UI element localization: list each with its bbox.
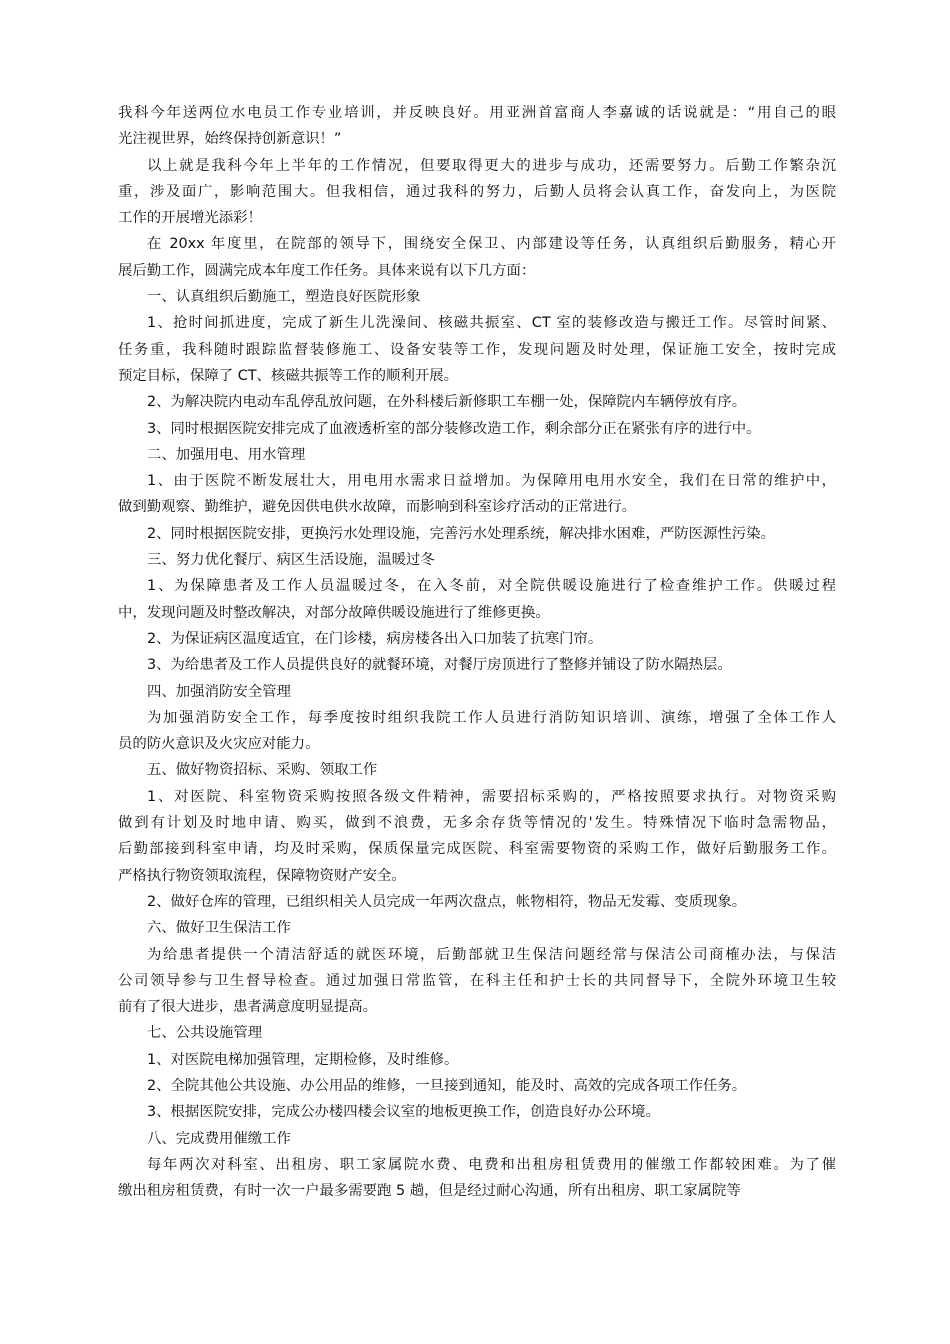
section-heading: 八、完成费用催缴工作 — [147, 1130, 291, 1147]
text-line: 我科今年送两位水电员工作专业培训，并反映良好。用亚洲首富商人李嘉诚的话说就是：“用自己的眼 — [118, 105, 836, 121]
text-line: 3、同时根据医院安排完成了血液透析室的部分装修改造工作，剩余部分正在紧张有序的进行中。 — [147, 420, 761, 437]
text-line: 严格执行物资领取流程，保障物资财产安全。 — [118, 867, 406, 884]
section-heading: 一、认真组织后勤施工，塑造良好医院形象 — [147, 289, 421, 306]
text-line: 展后勤工作，圆满完成本年度工作任务。具体来说有以下几方面： — [118, 262, 536, 279]
text-line: 为给患者提供一个清洁舒适的就医环境，后勤部就卫生保洁问题经常与保洁公司商榷办法，与保洁 — [147, 946, 836, 963]
section-heading: 三、努力优化餐厅、病区生活设施，温暖过冬 — [147, 552, 435, 569]
text-line: 任务重，我科随时跟踪监督装修施工、设备安装等工作，发现问题及时处理，保证施工安全，按时完成 — [118, 341, 836, 358]
text-line: 2、同时根据医院安排，更换污水处理设施，完善污水处理系统，解决排水困难，严防医源性污染。 — [147, 525, 775, 542]
text-line: 为加强消防安全工作，每季度按时组织我院工作人员进行消防知识培训、演练，增强了全体工作人 — [147, 709, 836, 726]
text-line: 后勤部接到科室申请，均及时采购，保质保量完成医院、科室需要物资的采购工作，做好后勤服务工作。 — [118, 841, 836, 858]
text-line: 员的防火意识及火灾应对能力。 — [118, 736, 320, 753]
text-line: 在 20xx 年度里，在院部的领导下，围绕安全保卫、内部建设等任务，认真组织后勤服务，精心开 — [147, 236, 836, 253]
text-line: 重，涉及面广，影响范围大。但我相信，通过我科的努力，后勤人员将会认真工作，奋发向上，为医院 — [118, 183, 836, 200]
text-line: 做到有计划及时地申请、购买，做到不浪费，无多余存货等情况的'发生。特殊情况下临时急需物品， — [118, 815, 836, 832]
text-line: 做到勤观察、勤维护，避免因供电供水故障，而影响到科室诊疗活动的正常进行。 — [118, 499, 637, 516]
section-heading: 六、做好卫生保洁工作 — [147, 920, 291, 937]
text-line: 公司领导参与卫生督导检查。通过加强日常监管，在科主任和护士长的共同督导下，全院外环境卫生较 — [118, 972, 836, 989]
text-line: 工作的开展增光添彩！ — [118, 210, 262, 227]
text-line: 以上就是我科今年上半年的工作情况，但要取得更大的进步与成功，还需要努力。后勤工作繁杂沉 — [147, 157, 836, 174]
text-line: 每年两次对科室、出租房、职工家属院水费、电费和出租房租赁费用的催缴工作都较困难。为了催 — [147, 1156, 836, 1173]
text-line: 1、对医院电梯加强管理，定期检修，及时维修。 — [147, 1051, 459, 1068]
section-heading: 二、加强用电、用水管理 — [147, 446, 306, 463]
section-heading: 五、做好物资招标、采购、领取工作 — [147, 762, 378, 779]
text-line: 光注视世界，始终保持创新意识！” — [118, 131, 342, 148]
text-line: 预定目标，保障了 CT、核磁共振等工作的顺利开展。 — [118, 367, 459, 384]
text-line: 2、全院其他公共设施、办公用品的维修，一旦接到通知，能及时、高效的完成各项工作任务。 — [147, 1077, 747, 1094]
text-line: 2、为保证病区温度适宜，在门诊楼，病房楼各出入口加装了抗寒门帘。 — [147, 630, 603, 647]
text-line: 缴出租房租赁费，有时一次一户最多需要跑 5 趟，但是经过耐心沟通，所有出租房、职工家属院等 — [118, 1183, 741, 1200]
document-body — [118, 100, 836, 1204]
section-heading: 四、加强消防安全管理 — [147, 683, 291, 700]
text-line: 3、根据医院安排，完成公办楼四楼会议室的地板更换工作，创造良好办公环境。 — [147, 1104, 660, 1121]
section-heading: 七、公共设施管理 — [147, 1025, 263, 1042]
text-line: 前有了很大进步，患者满意度明显提高。 — [118, 999, 378, 1016]
text-line: 3、为给患者及工作人员提供良好的就餐环境，对餐厅房顶进行了整修并铺设了防水隔热层。 — [147, 657, 732, 674]
text-line: 1、由于医院不断发展壮大，用电用水需求日益增加。为保障用电用水安全，我们在日常的维护中， — [147, 473, 836, 490]
text-line: 1、为保障患者及工作人员温暖过冬，在入冬前，对全院供暖设施进行了检查维护工作。供暖过程 — [147, 578, 836, 595]
text-line: 2、做好仓库的管理，已组织相关人员完成一年两次盘点，帐物相符，物品无发霉、变质现象。 — [147, 893, 747, 910]
text-line: 中，发现问题及时整改解决，对部分故障供暖设施进行了维修更换。 — [118, 604, 550, 621]
text-line: 2、为解决院内电动车乱停乱放问题，在外科楼后新修职工车棚一处，保障院内车辆停放有序。 — [147, 394, 747, 411]
text-line: 1、对医院、科室物资采购按照各级文件精神，需要招标采购的，严格按照要求执行。对物资采购 — [147, 788, 836, 805]
text-line: 1、抢时间抓进度，完成了新生儿洗澡间、核磁共振室、CT 室的装修改造与搬迁工作。尽管时间紧、 — [147, 315, 836, 332]
